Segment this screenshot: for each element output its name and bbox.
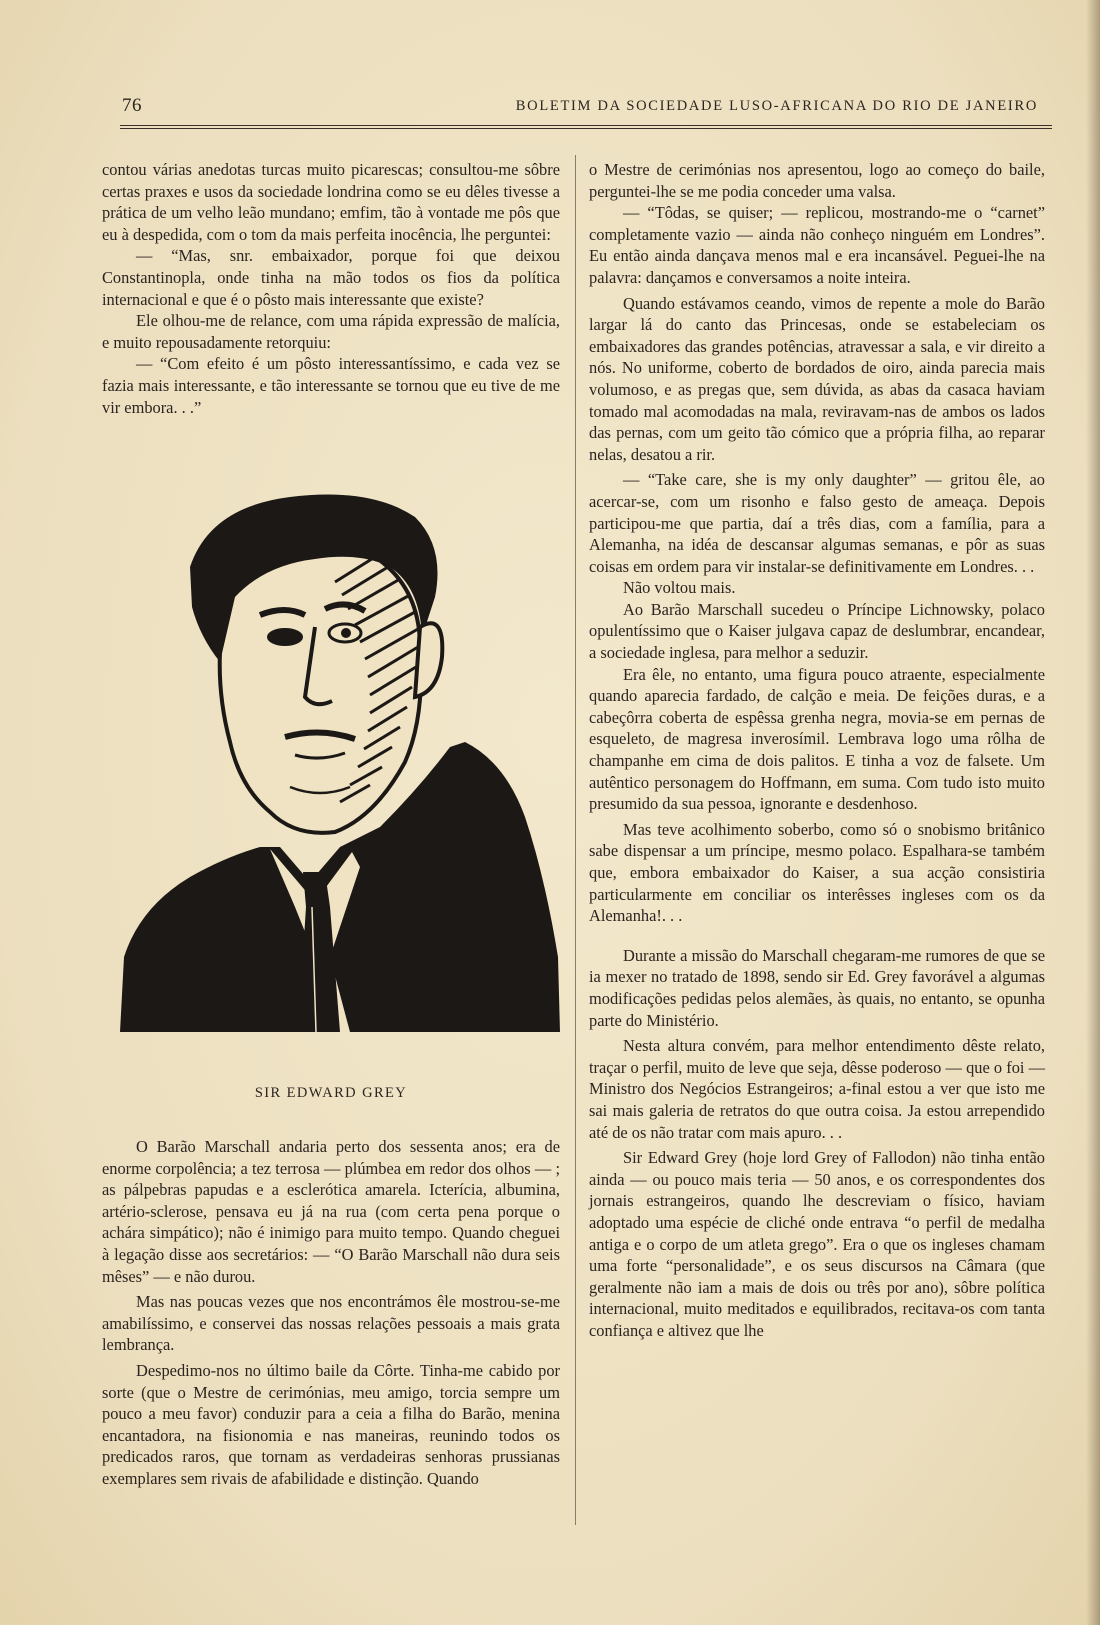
paragraph: contou várias anedotas turcas muito picarescas; consultou-me sôbre certas praxes e usos da sociedade londrina como se eu dêles tivesse a prática de um velho leão mundano; emfim, tão à vontade me pôs que eu à despedida, com o tom da mais perfeita inocência, lhe perguntei:: [102, 160, 560, 244]
paragraph: Ao Barão Marschall sucedeu o Príncipe Lichnowsky, polaco opulentíssimo que o Kaiser julgava capaz de deslumbrar, encandear, a sociedade inglesa, para melhor a seduzir.: [589, 599, 1045, 663]
right-column: [589, 159, 1045, 1341]
paragraph: O Barão Marschall andaria perto dos sessenta anos; era de enorme corpolência; a tez terrosa — plúmbea em redor dos olhos — ; as pálpebras papudas e a esclerótica amarela. Icterícia, albumina, artério-sclerose, pensava eu já na rua (com certa pena porque o achára simpático); não é inimigo para muito tempo. Quando cheguei à legação disse aos secretários: — “O Barão Marschall não dura seis mêses” — e não durou.: [102, 1137, 560, 1286]
running-title: BOLETIM DA SOCIEDADE LUSO-AFRICANA DO RIO DE JANEIRO: [515, 98, 1038, 114]
paragraph: Sir Edward Grey (hoje lord Grey of Fallodon) não tinha então ainda — ou pouco mais teria — 50 anos, e os correspondentes dos jornais estrangeiros, quando lhe descreviam o físico, haviam adoptado uma espécie de cliché onde entrava “o perfil de medalha antiga e o corpo de um atleta grego”. Era o que os ingleses chamam uma forte “personalidade”, e os seus discursos na Câmara (que geralmente não iam a mais de dois ou três por ano), sôbre política internacional, muito meditados e equilibrados, recitava-os com tanta confiança e altivez que lhe: [589, 1148, 1045, 1340]
header-rule-bottom: [120, 128, 1052, 129]
portrait-caption: SIR EDWARD GREY: [254, 1085, 408, 1101]
page-number: 76: [122, 95, 142, 116]
paragraph: Mas teve acolhimento soberbo, como só o snobismo britânico sabe dispensar a um príncipe, mesmo polaco. Espalhara-se também que, embora embaixador do Kaiser, a sua acção consistiria particularmente em conciliar os interêsses ingleses com os da Alemanha!. . .: [589, 819, 1045, 926]
paragraph: o Mestre de cerimónias nos apresentou, logo ao começo do baile, perguntei-lhe se me podia conceder uma valsa.: [589, 160, 1045, 201]
paragraph: Despedimo-nos no último baile da Côrte. Tinha-me cabido por sorte (que o Mestre de cerimónias, meu amigo, torcia sempre um pouco a meu favor) conduzir para a ceia a filha do Barão, menina encantadora, na fisionomia e nas maneiras, reunindo todos os predicados raros, que tornam as verdadeiras senhoras prussianas exemplares sem rivais de afabilidade e distinção. Quando: [102, 1360, 560, 1488]
paragraph: Quando estávamos ceando, vimos de repente a mole do Barão largar lá do canto das Princesas, onde se estabeleciam os embaixadores das grandes potências, atravessar a sala, e vir direito a nós. No uniforme, coberto de bordados de oiro, ainda parecia mais volumoso, e as pregas que, sem dúvida, as abas da casaca haviam tomado mal acomodadas na mala, reviravam-nas de ambos os lados das pernas, com um geito tão cómico que a própria filha, ao reparar nelas, desatou a rir.: [589, 293, 1045, 464]
paragraph: — “Tôdas, se quiser; — replicou, mostrando-me o “carnet” completamente vazio — ainda não conheço ninguém em Londres”. Eu então ainda dançava menos mal e era incansável. Peguei-lhe na palavra: dançamos e conversamos a noite inteira.: [589, 203, 1045, 287]
page-header: [122, 95, 1050, 121]
paragraph: Durante a missão do Marschall chegaram-me rumores de que se ia mexer no tratado de 1898, sendo sir Ed. Grey favorável a algumas modificações pedidas pelos alemães, às quais, no entanto, se opunha parte do Ministério.: [589, 945, 1045, 1030]
paragraph: Era êle, no entanto, uma figura pouco atraente, especialmente quando aparecia fardado, de calção e meia. De feições duras, e a cabeçôrra coberta de espêssa grenha negra, movia-se em pernas de esqueleto, de magresa inverosímil. Lembrava logo uma rôlha de champanhe em cima de dois palitos. E tinha a voz de falsete. Um autêntico personagem do Hoffmann, em suma. Com tudo isto muito presumido da sua pessoa, ignorante e desdenhoso.: [589, 664, 1045, 814]
portrait-woodcut-sir-edward-grey: [120, 487, 560, 1057]
paragraph: Nesta altura convém, para melhor entendimento dêste relato, traçar o perfil, muito de leve que seja, dêsse poderoso — que o foi — Ministro dos Negócios Estrangeiros; a-final estou a ver que isto me sai mais galeria de retratos do que outra coisa. Ja estou arrependido até de os não tratar com mais apuro. . .: [589, 1036, 1045, 1142]
paragraph: Ele olhou-me de relance, com uma rápida expressão de malícia, e muito repousadamente retorquiu:: [102, 311, 560, 352]
header-rule-top: [120, 125, 1052, 126]
left-column-bottom: [102, 1136, 560, 1490]
paragraph: — “Com efeito é um pôsto interessantíssimo, e cada vez se fazia mais interessante, e tão interessante se tornou que eu tive de me vir embora. . .”: [102, 354, 560, 417]
page-edge-shadow: [1086, 0, 1100, 1625]
paragraph: — “Mas, snr. embaixador, porque foi que deixou Constantinopla, onde tinha na mão todos os fios da política internacional e que é o pôsto mais interessante que existe?: [102, 246, 560, 309]
paragraph: Mas nas poucas vezes que nos encontrámos êle mostrou-se-me amabilíssimo, e conservei das nossas relações pessoais a mais grata lembrança.: [102, 1292, 560, 1355]
left-column-top: [102, 159, 560, 418]
column-divider: [575, 155, 576, 1525]
paragraph: Não voltou mais.: [623, 578, 736, 598]
paragraph: — “Take care, she is my only daughter” — gritou êle, ao acercar-se, com um risonho e falso gesto de ameaça. Depois participou-me que partia, daí a três dias, com a família, para a Alemanha, na idéa de descansar algumas semanas, e pôr as suas coisas em ordem para vir instalar-se definitivamente em Londres. . .: [589, 470, 1045, 576]
